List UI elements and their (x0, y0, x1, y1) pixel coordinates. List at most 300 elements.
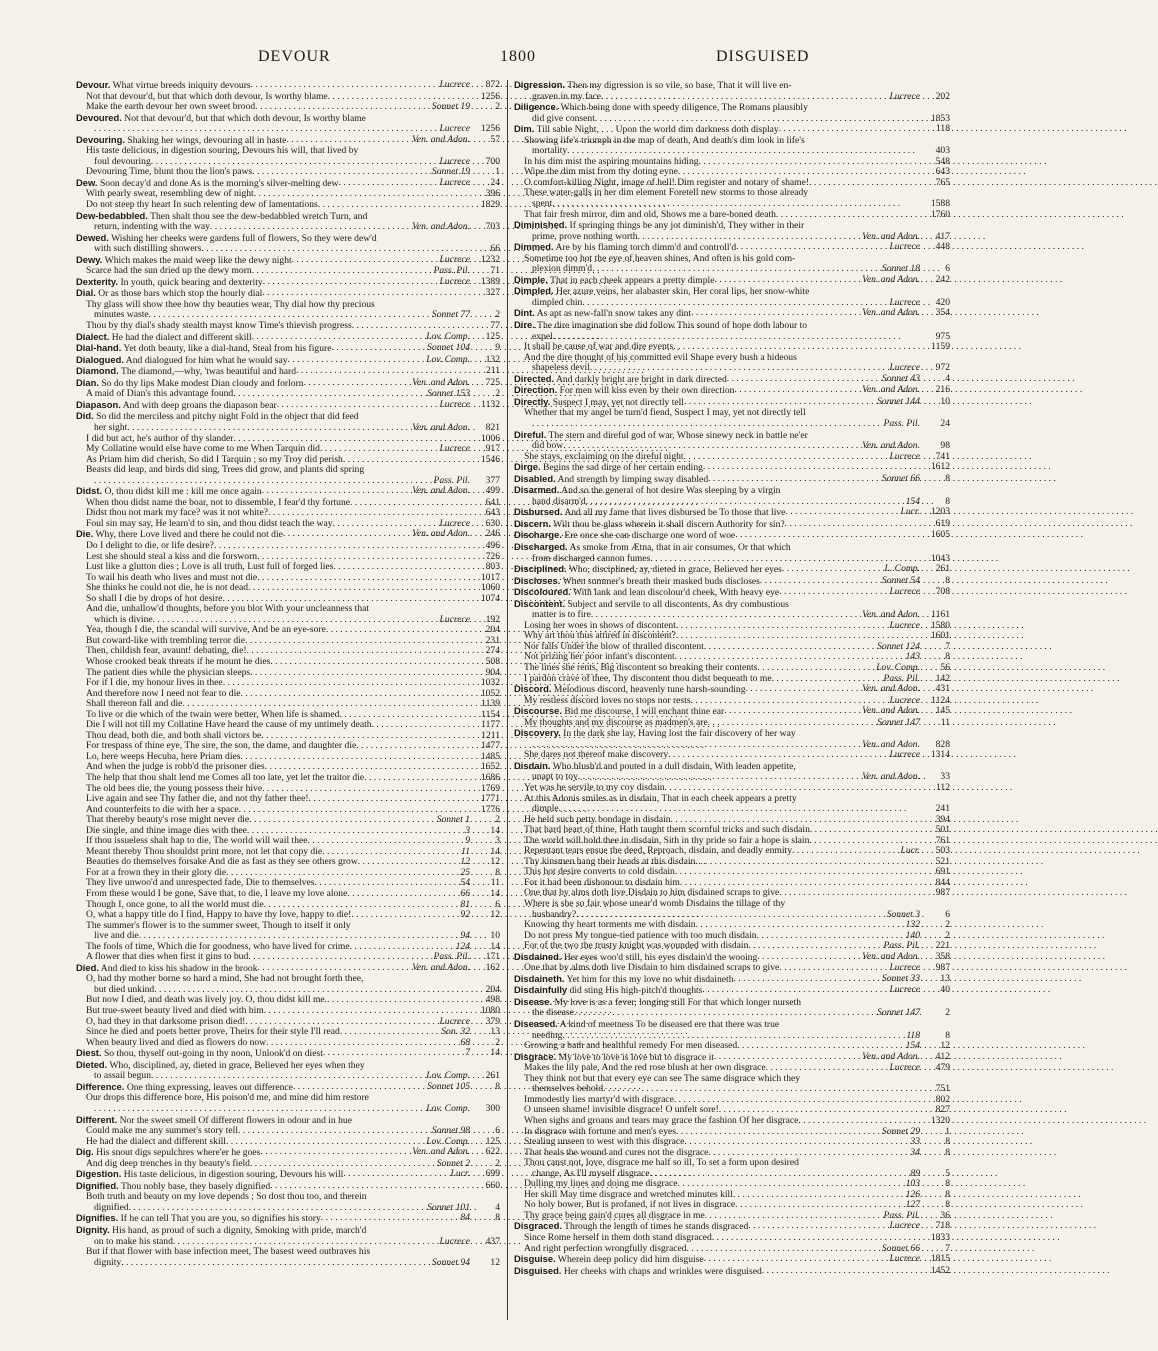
quotation: Stealing unseen to west with this disgrace (524, 1136, 685, 1148)
headword: Discern. (514, 517, 551, 529)
leader-dots (264, 1006, 467, 1017)
dictionary-entry (76, 343, 500, 355)
quotation-text (514, 320, 807, 332)
source-reference: 143 (905, 651, 920, 663)
line-number (794, 542, 824, 554)
source-reference: Lucrece (889, 1062, 920, 1074)
line-number: 496 (485, 539, 500, 551)
quotation: And with deep groans the diapason bear (122, 399, 277, 411)
line-number: 1159 (931, 341, 950, 353)
quotation: And die, unhallow'd thoughts, before you blot With your uncleanness that (86, 603, 370, 615)
source-reference: Ven. and Adon. (862, 1050, 920, 1062)
line-number: 300 (485, 1102, 500, 1114)
headword: Dexterity. (76, 275, 119, 287)
headword: Discloses. (514, 574, 561, 586)
quotation: For trespass of thine eye, The sire, the son, the dame, and daughter die (86, 740, 357, 752)
quotation: did sting His high-pitch'd thoughts (569, 985, 703, 997)
quotation: When summer's breath their masked buds discloses (562, 575, 760, 587)
headword: Dew. (76, 176, 98, 188)
line-number: 2 (945, 1007, 950, 1019)
line-number: 821 (485, 421, 500, 433)
line-number: 699 (485, 1168, 500, 1180)
leader-dots (321, 1213, 458, 1225)
source-reference: Ven. and Adon. (412, 133, 470, 145)
quotation: They live unwoo'd and unrespected fade, Die to themselves (86, 877, 315, 889)
source-reference: Sonnet 29 (881, 1125, 920, 1137)
quotation: Knowing thy heart torments me with disdain (524, 919, 696, 931)
line-number: 548 (935, 155, 950, 167)
line-number: 358 (935, 950, 950, 962)
line-number: 501 (935, 824, 950, 836)
leader-dots (776, 210, 917, 221)
line-number: 1177 (481, 719, 500, 731)
source-reference: Sonnet 105 (427, 1080, 470, 1092)
source-reference: Lov. Comp. (426, 1102, 470, 1114)
quotation-text (94, 222, 210, 233)
source-reference: Ven. and Adon. (862, 683, 920, 695)
quotation-text (76, 1048, 323, 1060)
quotation: Not prizing her poor infant's discontent (524, 651, 675, 663)
source-reference: Pass. Pil. (433, 265, 470, 277)
quotation: which is divine (94, 613, 153, 625)
line-number: 221 (935, 940, 950, 952)
quotation: His hand, as proud of such a dignity, Smoking with pride, march'd (112, 1224, 367, 1236)
source-reference: Lucrece (889, 694, 920, 706)
source-reference: Ven. and Adon. (862, 705, 920, 717)
leader-dots (724, 706, 859, 718)
leader-dots (684, 1137, 907, 1148)
line-number: 708 (935, 586, 950, 598)
leader-dots (574, 1008, 874, 1019)
line-number: 171 (485, 951, 500, 963)
line-number: 261 (485, 1070, 500, 1082)
headword: Dial-hand. (76, 342, 122, 354)
dictionary-entry (514, 320, 950, 374)
headword: Devouring. (76, 133, 125, 145)
source-reference: Sonnet 101 (427, 1201, 470, 1213)
entry-line (514, 308, 950, 320)
leader-dots (708, 474, 879, 486)
source-reference: Lucrece (889, 90, 920, 102)
headword: Didst. (76, 485, 103, 497)
quotation: Make the earth devour her own sweet brood (86, 101, 256, 113)
quotation-text (514, 308, 691, 320)
quotation: If thou issueless shalt hap to die, The world will wail thee (86, 835, 308, 847)
headword: Diest. (76, 1047, 102, 1059)
quotation: Her eyes woo'd still, his eyes disdain'd the wooing (563, 951, 758, 963)
line-number: 274 (485, 645, 500, 657)
line-number: 718 (935, 1220, 950, 1232)
quotation: With pearly sweat, resembling dew of night (86, 188, 254, 200)
quotation: mortality (532, 145, 568, 157)
line-number: 8 (945, 574, 950, 586)
quotation: One that by alms doth live Disdain to him disdained scraps to give (524, 962, 780, 974)
quotation: But if that flower with base infection meet, The basest weed outbraves his (86, 1246, 371, 1258)
quotation: This hot desire converts to cold disdain (524, 866, 675, 878)
dictionary-entry (514, 124, 950, 220)
source-reference: Sonnet 33 (881, 972, 920, 984)
headword: Dieted. (76, 1058, 108, 1070)
dictionary-entry (514, 220, 950, 242)
source-reference: Sonnet 98 (431, 1125, 470, 1137)
line-number: 1389 (480, 275, 500, 287)
quotation: Lust like a glutton dies ; Love is all truth, Lust full of forged lies (86, 561, 334, 573)
headword: Disdained. (514, 950, 562, 962)
entry-line (76, 1104, 500, 1115)
headword: Directed. (514, 372, 555, 384)
dictionary-entry (76, 113, 500, 135)
dictionary-entry (514, 286, 950, 308)
quotation: And dialogued for him what he would say (125, 354, 288, 366)
line-number: 1132 (481, 398, 500, 410)
quotation: Whose crooked beak threats if he mount he dies (86, 655, 271, 667)
line-number: 1154 (481, 708, 500, 720)
headword: Diseased. (514, 1018, 558, 1030)
line-number: 508 (485, 655, 500, 667)
dictionary-entry (514, 728, 950, 761)
line-number: 40 (940, 984, 950, 996)
source-reference: Pass. Pil. (883, 672, 920, 684)
dictionary-entry (76, 1181, 500, 1214)
quotation: Die I will not till my Collatine Have heard the cause of my untimely death (86, 719, 372, 731)
quotation: In the dark she lay, Having lost the fair discovery of her way (563, 728, 796, 740)
headword: Dialogued. (76, 353, 124, 365)
quotation: My love is as a fever, longing still For that which longer nurseth (554, 996, 802, 1008)
quotation: My restless discord loves no stops nor rests (524, 694, 691, 706)
quotation: Begins the sad dirge of her certain ending (542, 462, 703, 474)
source-reference: Ven. and Adon. (412, 421, 470, 433)
line-number: 66 (490, 243, 500, 255)
quotation: Shall thereon fall and die (86, 698, 183, 710)
line-number: 394 (935, 813, 950, 825)
quotation: Since Rome herself in them doth stand disgraced (524, 1231, 712, 1243)
quotation: And so the general of hot desire Was sleeping by a virgin (561, 485, 781, 497)
line-number: 10 (490, 930, 500, 942)
quotation: Losing her woes in shows of discontent (524, 619, 676, 631)
line-number: 803 (485, 561, 500, 573)
source-reference: 94 (460, 930, 470, 942)
source-reference: 66 (460, 888, 470, 900)
line-number (782, 1019, 812, 1031)
line-number (369, 1225, 399, 1237)
line-number: 765 (935, 176, 950, 188)
headword: Disdainfully (514, 984, 568, 996)
quotation: That fair fresh mirror, dim and old, Shows me a bare-boned death (524, 208, 776, 220)
line-number: 1060 (480, 582, 500, 594)
line-number: 6 (945, 908, 950, 920)
leader-dots (779, 587, 886, 599)
quotation: Yet was he servile to my coy disdain (524, 782, 665, 793)
line-number: 503 (935, 845, 950, 857)
line-number: 12 (940, 1040, 950, 1052)
line-number: 1314 (930, 749, 950, 761)
quotation-text (94, 1258, 121, 1269)
source-reference: 140 (905, 929, 920, 941)
quotation: O, thou didst kill me : kill me once again (104, 486, 262, 498)
headword: Disdain. (514, 759, 551, 771)
quotation-text (86, 321, 352, 332)
source-reference: Lucrece (439, 123, 470, 135)
quotation: And dig deep trenches in thy beauty's field (86, 1157, 250, 1169)
source-reference: Sonnet 1 (436, 814, 470, 826)
quotation: When thou didst name the boar, not to dissemble, I fear'd thy fortune (86, 496, 351, 508)
source-reference: Sonnet 66 (881, 1242, 920, 1254)
quotation: Could make me any summer's story tell (86, 1125, 239, 1137)
headword: Dewed. (76, 231, 109, 243)
source-reference: Lov. Comp. (876, 661, 920, 673)
headword: Dignifies. (76, 1212, 119, 1224)
quotation: A flower that dies when first it gins to bud (86, 951, 249, 963)
quotation: Then, childish fear, avaunt! debating, die! (86, 645, 247, 657)
line-number (807, 220, 837, 232)
quotation: dignity (94, 1256, 122, 1268)
line-number: 761 (935, 834, 950, 846)
quotation: graven in my face (532, 90, 601, 102)
leader-dots (351, 910, 457, 921)
entry-line (514, 530, 950, 542)
headword: Digression. (514, 79, 566, 90)
quotation: Which makes the maid weep like the dewy night (104, 254, 292, 266)
quotation: Her cheeks with chaps and wrinkles were disguised (563, 1265, 762, 1277)
quotation-text (76, 1213, 321, 1225)
source-reference: Sonnet 43 (881, 372, 920, 384)
page-header (0, 48, 1000, 74)
quotation: Not that devour'd, but that which doth devour, Is worthy blame (86, 90, 328, 102)
quotation: Whether that my angel be turn'd fiend, Suspect I may, yet not directly tell (524, 407, 806, 419)
quotation: O comfort-killing Night, image of hell! Dim register and notary of shame! (524, 176, 810, 188)
headword: Discovery. (514, 727, 561, 739)
quotation: Suspect I may, yet not directly tell (552, 396, 684, 408)
leader-dots (277, 400, 437, 412)
quotation: And right perfection wrongfully disgraced (524, 1242, 687, 1254)
source-reference: Lov. Comp. (426, 1070, 470, 1082)
line-number: 118 (935, 123, 950, 135)
line-number: 204 (485, 983, 500, 995)
dictionary-entry (76, 400, 500, 412)
entry-line (514, 275, 950, 287)
headword: Disguise. (514, 1253, 556, 1265)
line-number: 726 (485, 550, 500, 562)
leader-dots (702, 985, 886, 997)
line-number: 630 (485, 517, 500, 529)
quotation: If he can tell That you are you, so dignifies his story (120, 1213, 321, 1225)
entry-line (514, 985, 950, 997)
line-number: 1256 (480, 123, 500, 135)
line-number: 2 (495, 1036, 500, 1048)
quotation: expel (532, 330, 553, 342)
line-number: 211 (485, 365, 500, 377)
quotation: Her skill May time disgrace and wretched minutes kill (524, 1188, 733, 1200)
line-number: 246 (485, 528, 500, 540)
quotation: Wipe the dim mist from thy doting eyne (524, 166, 678, 178)
line-number: 4 (495, 1201, 500, 1213)
line-number: 36 (940, 1209, 950, 1221)
dictionary-entry (76, 378, 500, 400)
quotation: To live or die which of the twain were better, When life is shamed (86, 708, 340, 720)
line-number: 162 (485, 961, 500, 973)
dictionary-entry (514, 1254, 950, 1266)
quotation: Who, disciplined, ay, dieted in grace, Believed her eyes when they (109, 1059, 365, 1071)
quotation: Lest she should steal a kiss and die forsworn (86, 550, 258, 562)
source-reference: Lov. Comp. (426, 330, 470, 342)
quotation: The lines she rents, Big discontent so breaking their contents (524, 661, 758, 673)
source-reference: Lucrece (889, 450, 920, 462)
dictionary-entry (514, 485, 950, 507)
quotation: prime, prove nothing worth (532, 230, 638, 242)
line-number: 379 (485, 1015, 500, 1027)
leader-dots (601, 92, 886, 103)
headword: Disciplined. (514, 563, 567, 575)
line-number: 1320 (930, 1114, 950, 1126)
line-number: 13 (940, 972, 950, 984)
leader-dots (352, 321, 467, 332)
quotation: The old bees die, the young possess their hive (86, 782, 263, 794)
quotation: I did but act, he's author of thy slander (86, 432, 234, 444)
line-number: 14 (490, 845, 500, 857)
source-reference: Lucrece (889, 241, 920, 253)
quotation: Bid me discourse, I will enchant thine ear (564, 706, 725, 718)
line-number: 691 (935, 866, 950, 878)
dictionary-entry (514, 275, 950, 287)
source-reference: Ven. and Adon. (862, 609, 920, 621)
line-number: 7 (945, 1242, 950, 1254)
quotation: the disease (532, 1007, 574, 1019)
line-number: 241 (935, 803, 950, 815)
line-number: 3 (495, 835, 500, 847)
leader-dots (809, 178, 917, 189)
quotation: Do not press My tongue-tied patience with too much disdain (524, 929, 757, 941)
dictionary-entry (514, 308, 950, 320)
entry-line (76, 102, 500, 113)
quotation: Why art thou thus attired in discontent? (524, 630, 676, 642)
line-number: 619 (935, 517, 950, 529)
line-number: 521 (935, 855, 950, 867)
dictionary-entry (514, 1052, 950, 1222)
line-number: 412 (935, 1050, 950, 1062)
quotation: So did the merciless and pitchy night Fold in the object that did feed (96, 411, 359, 423)
quotation: Both truth and beauty on my love depends ; So dost thou too, and therein (86, 1191, 367, 1203)
source-reference: Lucrece (439, 176, 470, 188)
dictionary-entry (514, 1019, 950, 1052)
line-number: 24 (490, 176, 500, 188)
headword: Disarmed. (514, 484, 560, 496)
line-number: 1 (945, 1125, 950, 1137)
source-reference: Ven. and Adon. (862, 384, 920, 396)
source-reference: 89 (910, 1167, 920, 1179)
source-reference: Lucrece (439, 1235, 470, 1247)
headword: Dignified. (76, 1179, 119, 1191)
entry-line (514, 899, 950, 910)
quotation: A kind of meetness To be diseased ere that there was true (559, 1019, 780, 1031)
quotation: His taste delicious, in digestion souring, Devours his will (123, 1169, 344, 1181)
source-reference: 103 (905, 1178, 920, 1190)
quotation: She stays, exclaiming on the direful night (524, 450, 684, 462)
quotation: minutes waste (94, 309, 149, 321)
quotation: For men will kiss even by their own direction (559, 385, 735, 397)
quotation: dimpled chin (532, 296, 583, 308)
dictionary-entry (76, 178, 500, 211)
quotation: on to make his stand (94, 1235, 173, 1247)
line-number: 8 (945, 1029, 950, 1041)
quotation: She thinks he could not die, he is not dead (86, 582, 249, 594)
source-reference: Ven. and Adon. (862, 440, 920, 452)
headword: Dirge. (514, 461, 541, 473)
quotation: If springing things be any jot diminish'd, They wither in their (569, 220, 805, 232)
quotation: Since he died and poets better prove, Theirs for their style I'll read (86, 1026, 340, 1038)
line-number: 4 (945, 372, 950, 384)
quotation: And the dire thought of his committed evil Shape every bush a hideous (524, 351, 797, 363)
line-number: 57 (490, 133, 500, 145)
quotation: Repentant tears ensue the deed, Reproach, disdain, and deadly enmity (524, 845, 793, 857)
line-number: 216 (935, 384, 950, 396)
entry-line (76, 343, 500, 355)
source-reference: Lucrece (439, 1015, 470, 1027)
quotation: Immodestly lies martyr'd with disgrace (524, 1093, 674, 1105)
entry-line (76, 321, 500, 332)
line-number: 8 (945, 651, 950, 663)
quotation: Yet him for this my love no whit disdaineth (566, 973, 734, 985)
dictionary-entry (514, 242, 950, 275)
source-reference: Lucrece (439, 79, 470, 90)
headword: Dint. (514, 307, 535, 319)
line-number: 1256 (480, 90, 500, 102)
quotation-text (94, 244, 201, 255)
quotation: That in each cheek appears a pretty dimple (550, 274, 715, 286)
line-number: 12 (490, 856, 500, 868)
headword: Difference. (76, 1080, 125, 1092)
leader-dots (210, 222, 409, 233)
line-number: 8 (945, 495, 950, 507)
line-number: 437 (485, 1235, 500, 1247)
source-reference: Sonnet 2 (436, 1157, 470, 1169)
source-reference: 34 (910, 1146, 920, 1158)
source-reference: Sonnet 124 (877, 640, 920, 652)
line-number: 1485 (480, 750, 500, 762)
source-reference: 11 (461, 845, 470, 857)
headword: Different. (76, 1113, 118, 1125)
headword: Disdaineth. (514, 972, 565, 984)
quotation: husbandry? (532, 908, 577, 920)
source-reference: 124 (455, 940, 470, 952)
quotation: For of the two the trusty knight was wounded with disdain (524, 940, 749, 952)
line-number: 2 (495, 101, 500, 113)
source-reference: Sonnet 19 (431, 166, 470, 178)
quotation: Wilt thou be glass wherein it shall discern Authority for sin? (553, 518, 785, 530)
quotation: Meant thereby Thou shouldst print more, not let that copy die (86, 845, 323, 857)
quotation: Lo, here weeps Hecuba, here Priam dies (86, 750, 241, 762)
source-reference: Lucrece (889, 984, 920, 996)
quotation: No holy bower, But is profaned, if not lives in disgrace (524, 1199, 736, 1211)
quotation: But true-sweet beauty lived and died with him (86, 1005, 264, 1017)
dictionary-entry (514, 706, 950, 728)
dictionary-entry (76, 963, 500, 1048)
line-number: 71 (490, 265, 500, 277)
source-reference: Sonnet 94 (431, 1256, 470, 1268)
line-number: 498 (485, 994, 500, 1006)
line-number: 8 (945, 1136, 950, 1148)
leader-dots (270, 657, 467, 668)
source-reference: 154 (905, 495, 920, 507)
quotation: Scarce had the sun dried up the dewy morn (86, 265, 252, 277)
line-number: 660 (485, 1179, 500, 1191)
line-number: 643 (485, 507, 500, 519)
dictionary-entry (514, 684, 950, 706)
line-number (811, 102, 841, 114)
line-number: 56 (940, 661, 950, 673)
quotation-text (76, 277, 263, 289)
dictionary-entry (76, 233, 500, 255)
line-number: 6 (495, 1125, 500, 1137)
